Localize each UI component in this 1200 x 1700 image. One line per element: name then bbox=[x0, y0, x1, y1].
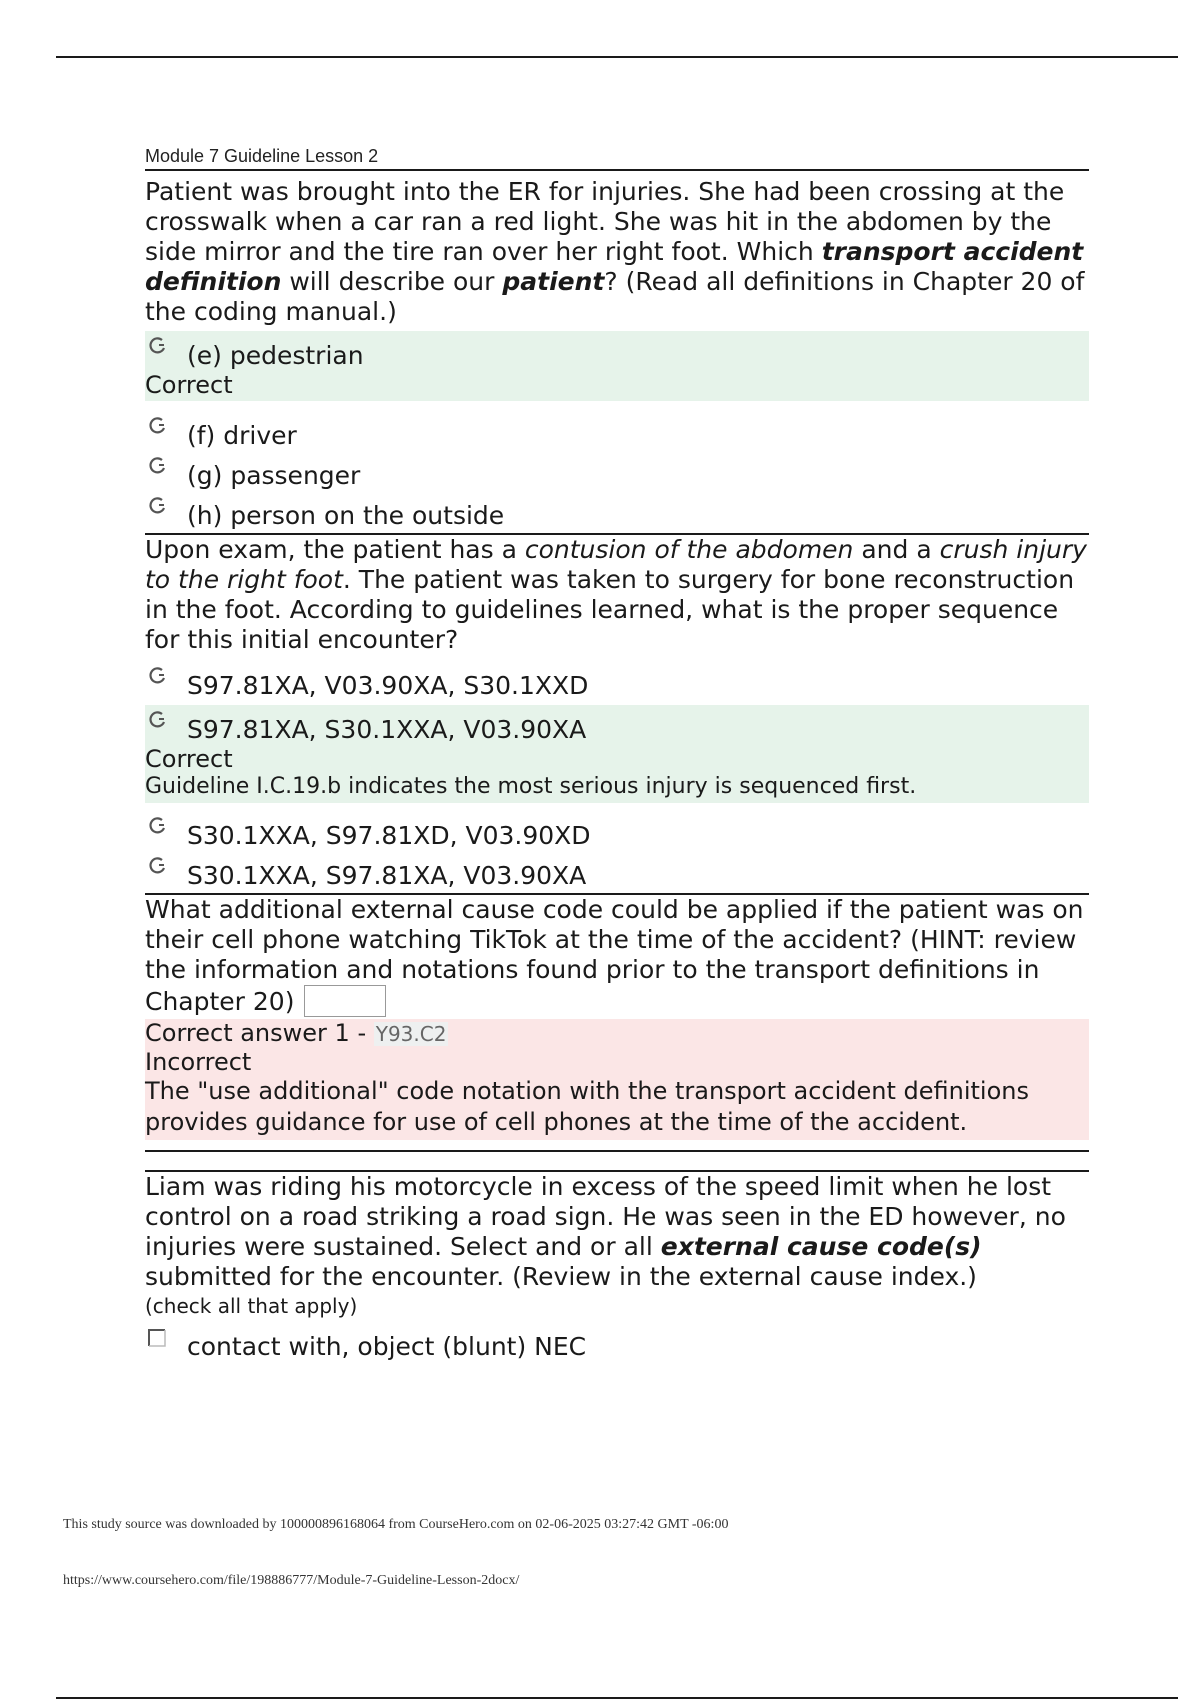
checkbox-icon[interactable] bbox=[147, 1328, 167, 1348]
feedback-correct: Correct bbox=[145, 371, 233, 399]
answer-option[interactable] bbox=[145, 1322, 1089, 1362]
bottom-rule bbox=[56, 1697, 1178, 1699]
radio-button-icon[interactable] bbox=[147, 335, 169, 357]
source-url: https://www.coursehero.com/file/198886777/Module-7-Guideline-Lesson-2docx/ bbox=[63, 1573, 520, 1588]
question-3-feedback-block bbox=[145, 1019, 1089, 1140]
option-label: S97.81XA, V03.90XA, S30.1XXD bbox=[187, 671, 589, 700]
check-all-hint: (check all that apply) bbox=[145, 1294, 358, 1318]
answer-option[interactable] bbox=[145, 851, 1089, 891]
option-label: contact with, object (blunt) NEC bbox=[187, 1332, 587, 1361]
question-divider bbox=[145, 1150, 1089, 1152]
answer-option[interactable] bbox=[145, 811, 1089, 851]
answer-option[interactable] bbox=[145, 661, 1089, 701]
option-label: S30.1XXA, S97.81XD, V03.90XD bbox=[187, 821, 591, 850]
question-1-text: Patient was brought into the ER for injuries. She had been crossing at the crosswalk when a car ran a red light. She was hit in the abdomen by the side mirror and the tire ran over her right foot. Which transport accident definition will describe our patient? (Read all definitions in Chapter 20 of the coding manual.) bbox=[145, 177, 1085, 326]
answer-input[interactable] bbox=[304, 985, 386, 1017]
option-label: S97.81XA, S30.1XXA, V03.90XA bbox=[187, 715, 587, 744]
answer-option[interactable] bbox=[145, 331, 1089, 371]
option-label: (f) driver bbox=[187, 421, 297, 450]
radio-button-icon[interactable] bbox=[147, 415, 169, 437]
question-2-text: Upon exam, the patient has a contusion of the abdomen and a crush injury to the right foot. The patient was taken to surgery for bone reconstruction in the foot. According to guidelines learned, what is the proper sequence for this initial encounter? bbox=[145, 535, 1087, 654]
correct-answer-line: Correct answer 1 - Y93.C2 bbox=[145, 1019, 447, 1047]
top-rule bbox=[56, 56, 1178, 58]
radio-button-icon[interactable] bbox=[147, 815, 169, 837]
feedback-incorrect: Incorrect bbox=[145, 1048, 252, 1076]
radio-button-icon[interactable] bbox=[147, 455, 169, 477]
radio-button-icon[interactable] bbox=[147, 495, 169, 517]
feedback-correct: Correct bbox=[145, 745, 233, 773]
answer-option[interactable] bbox=[145, 451, 1089, 491]
correct-answer-code: Y93.C2 bbox=[375, 1022, 447, 1046]
question-1 bbox=[145, 177, 1089, 531]
question-4 bbox=[145, 1172, 1089, 1362]
option-label: (g) passenger bbox=[187, 461, 361, 490]
question-3 bbox=[145, 895, 1089, 1140]
answer-option[interactable] bbox=[145, 705, 1089, 745]
question-2-correct-block bbox=[145, 705, 1089, 803]
download-notice: This study source was downloaded by 100000896168064 from CourseHero.com on 02-06-2025 03:27:42 GMT -06:00 bbox=[63, 1517, 729, 1532]
document-title: Module 7 Guideline Lesson 2 bbox=[145, 146, 1089, 171]
radio-button-icon[interactable] bbox=[147, 709, 169, 731]
option-label: (h) person on the outside bbox=[187, 501, 505, 530]
question-1-correct-block bbox=[145, 331, 1089, 401]
option-label: (e) pedestrian bbox=[187, 341, 364, 370]
quiz-content bbox=[145, 146, 1089, 1362]
answer-option[interactable] bbox=[145, 411, 1089, 451]
question-2 bbox=[145, 535, 1089, 891]
question-4-text: Liam was riding his motorcycle in excess of the speed limit when he lost control on a road striking a road sign. He was seen in the ED however, no injuries were sustained. Select and or all external cause code(s) submitted for the encounter. (Review in the external cause index.) bbox=[145, 1172, 1066, 1291]
radio-button-icon[interactable] bbox=[147, 855, 169, 877]
feedback-explanation: Guideline I.C.19.b indicates the most serious injury is sequenced first. bbox=[145, 774, 917, 799]
answer-option[interactable] bbox=[145, 491, 1089, 531]
question-3-text: What additional external cause code could be applied if the patient was on their cell phone watching TikTok at the time of the accident? (HINT: review the information and notations found prior to the transport definitions in Chapter 20) bbox=[145, 895, 1084, 1016]
option-label: S30.1XXA, S97.81XA, V03.90XA bbox=[187, 861, 587, 890]
radio-button-icon[interactable] bbox=[147, 665, 169, 687]
feedback-explanation: The "use additional" code notation with the transport accident definitions provides guidance for use of cell phones at the time of the accident. bbox=[145, 1077, 1029, 1136]
